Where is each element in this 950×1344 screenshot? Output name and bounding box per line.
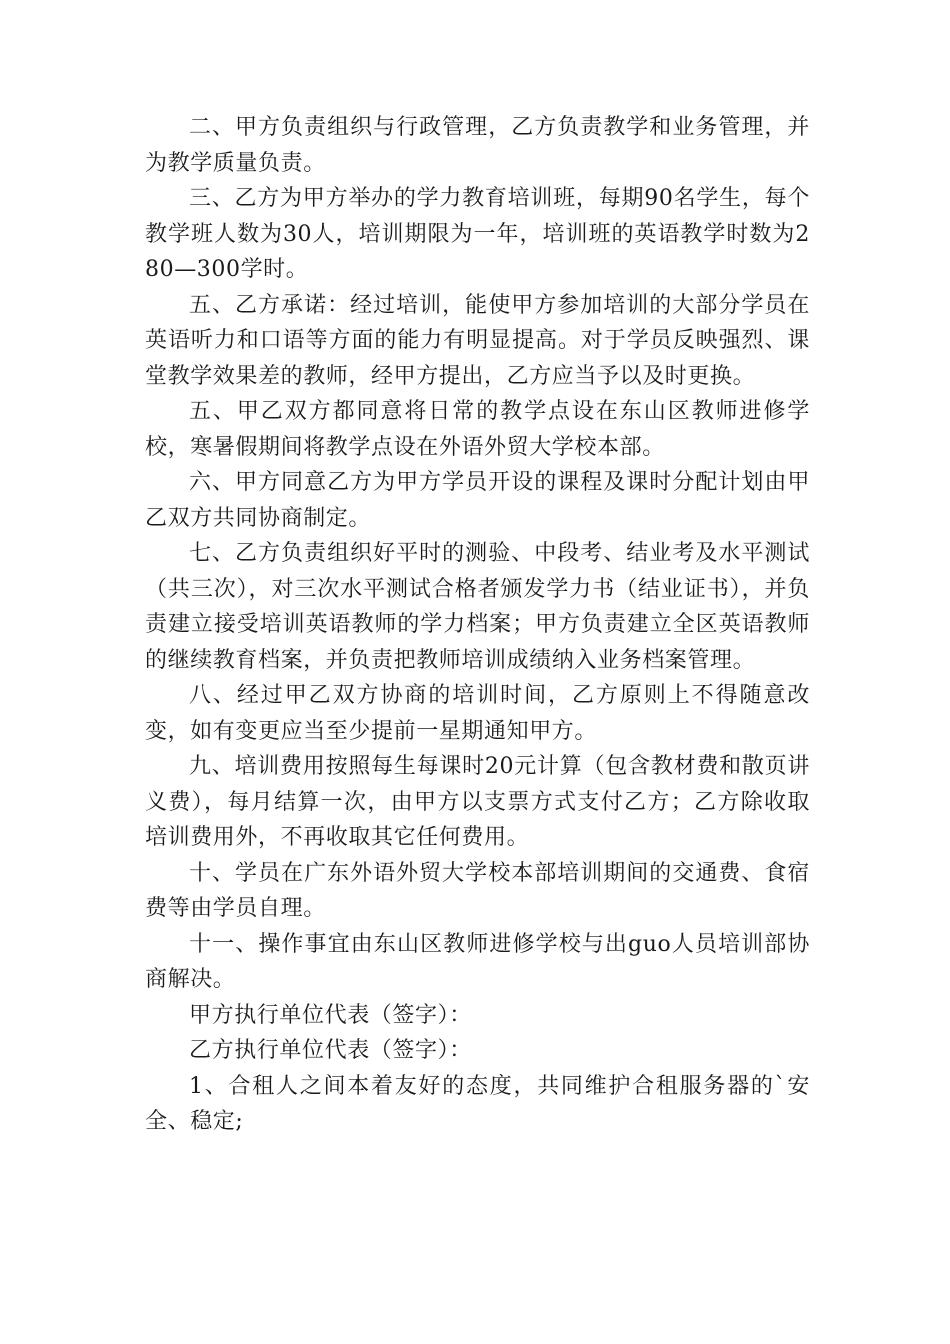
document-body [145, 110, 810, 1140]
paragraph-class-size: 三、乙方为甲方举办的学力教育培训班，每期90名学生，每个教学班人数为30人，培训期限为一年，培训班的英语教学时数为280—300学时。 [145, 186, 810, 282]
paragraph-schedule: 八、经过甲乙双方协商的培训时间，乙方原则上不得随意改变，如有变更应当至少提前一星期通知甲方。 [145, 683, 810, 744]
paragraph-commitment: 五、乙方承诺：经过培训，能使甲方参加培训的大部分学员在英语听力和口语等方面的能力有明显提高。对于学员反映强烈、课堂教学效果差的教师，经甲方提出，乙方应当予以及时更换。 [145, 292, 810, 389]
paragraph-server-sharing: 1、合租人之间本着友好的态度，共同维护合租服务器的`安全、稳定; [145, 1073, 810, 1134]
paragraph-operations: 十一、操作事宜由东山区教师进修学校与出guo人员培训部协商解决。 [145, 931, 810, 992]
paragraph-teaching-location: 五、甲乙双方都同意将日常的教学点设在东山区教师进修学校，寒暑假期间将教学点设在外语外贸大学校本部。 [145, 399, 810, 460]
paragraph-curriculum: 六、甲方同意乙方为甲方学员开设的课程及课时分配计划由甲乙双方共同协商制定。 [145, 470, 810, 531]
signature-party-b: 乙方执行单位代表（签字）： [189, 1038, 472, 1063]
paragraph-responsibilities: 二、甲方负责组织与行政管理，乙方负责教学和业务管理，并为教学质量负责。 [145, 115, 810, 176]
paragraph-fees: 九、培训费用按照每生每课时20元计算（包含教材费和散页讲义费），每月结算一次，由甲方以支票方式支付乙方；乙方除收取培训费用外，不再收取其它任何费用。 [145, 754, 810, 850]
paragraph-testing: 七、乙方负责组织好平时的测验、中段考、结业考及水平测试（共三次），对三次水平测试合格者颁发学力书（结业证书），并负责建立接受培训英语教师的学力档案；甲方负责建立全区英语教师的继续教育档案，并负责把教师培训成绩纳入业务档案管理。 [145, 541, 810, 673]
paragraph-expenses: 十、学员在广东外语外贸大学校本部培训期间的交通费、食宿费等由学员自理。 [145, 860, 810, 921]
signature-party-a: 甲方执行单位代表（签字）： [189, 1002, 472, 1028]
